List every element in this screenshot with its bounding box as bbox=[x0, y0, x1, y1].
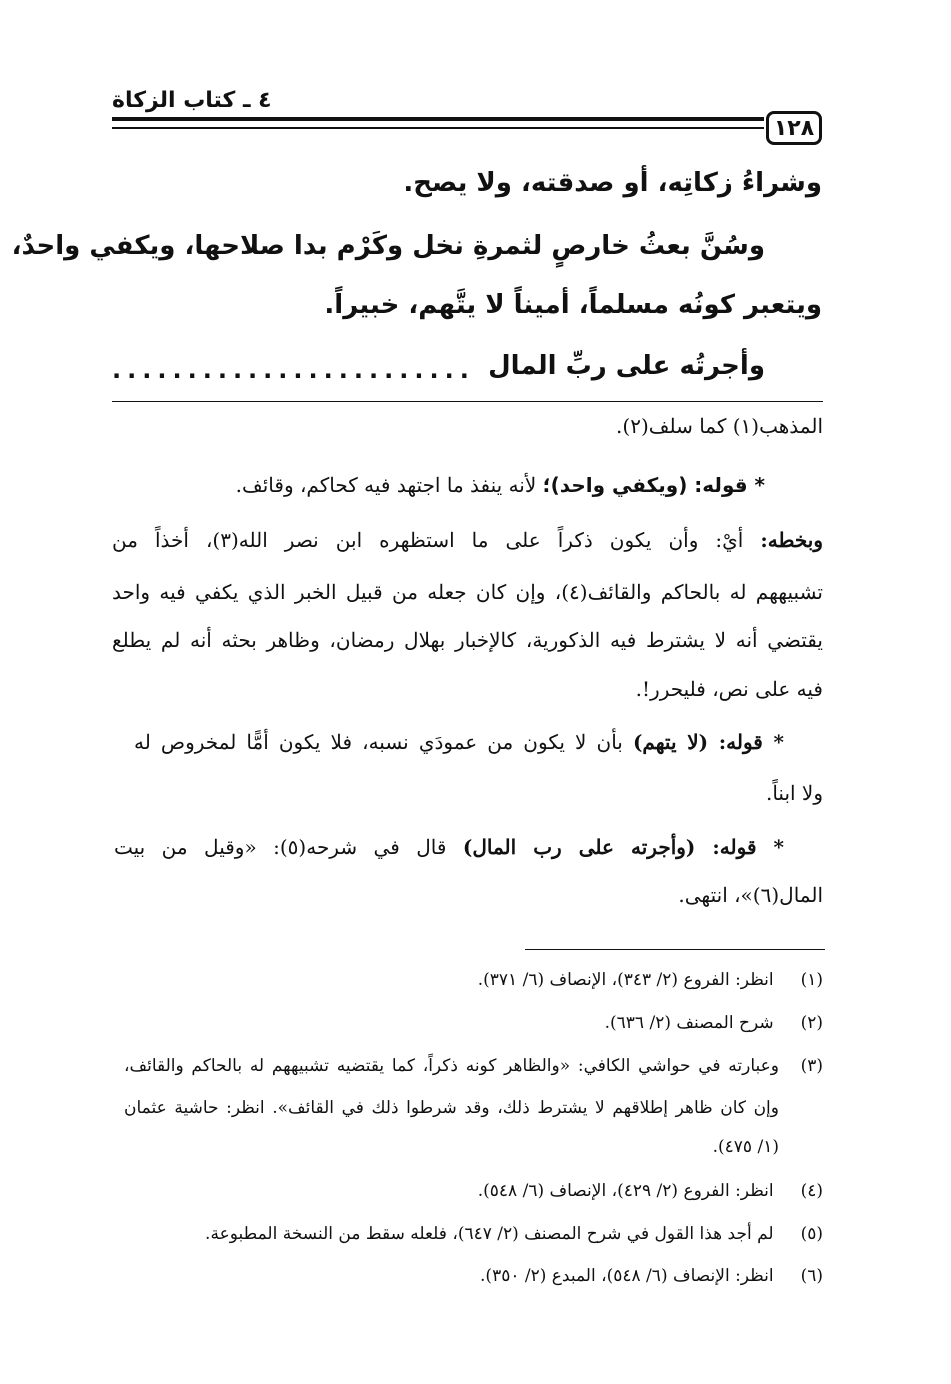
footnote-5 bbox=[205, 1224, 823, 1244]
footnote-3-line-1: وعبارته في حواشي الكافي: «والظاهر كونه ذكراً، كما يقتضيه تشبيههم له بالحاكم والقائف، bbox=[124, 1056, 779, 1076]
footnote-number: (١) bbox=[800, 970, 823, 990]
commentary-p3-label: وبخطه: bbox=[760, 528, 824, 552]
footnote-text: انظر: الفروع (٢/ ٣٤٣)، الإنصاف (٦/ ٣٧١). bbox=[477, 970, 774, 990]
commentary-p4-label: * قوله: (لا يتهم) bbox=[632, 730, 784, 754]
commentary-p4-text: بأن لا يكون من عمودَي نسبه، فلا يكون أمًّا لمخروص له bbox=[134, 730, 623, 754]
commentary-p3-line-4: فيه على نص، فليحرر!. bbox=[635, 677, 823, 701]
page-number: ١٢٨ bbox=[766, 111, 822, 145]
commentary-p2-label: * قوله: (ويكفي واحد)؛ bbox=[542, 473, 765, 497]
footnote-4 bbox=[478, 1181, 823, 1201]
footnote-number: (٢) bbox=[800, 1013, 823, 1033]
main-text-line-3: ويتعبر كونُه مسلماً، أميناً لا يتَّهم، خبيراً. bbox=[324, 290, 822, 320]
footnote-divider bbox=[525, 949, 825, 950]
footnote-text: انظر: الفروع (٢/ ٤٢٩)، الإنصاف (٦/ ٥٤٨). bbox=[477, 1181, 774, 1201]
footnote-3-number-wrap bbox=[779, 1056, 823, 1076]
dotted-leader: ........................ bbox=[112, 356, 475, 384]
header-rule-thick bbox=[112, 117, 764, 121]
section-divider bbox=[112, 401, 823, 402]
main-text-line-2: وسُنَّ بعثُ خارصٍ لثمرةِ نخل وكَرْم بدا صلاحها، ويكفي واحدٌ، bbox=[11, 231, 765, 261]
footnote-text: لم أجد هذا القول في شرح المصنف (٢/ ٦٤٧)، فلعله سقط من النسخة المطبوعة. bbox=[205, 1224, 774, 1244]
commentary-line-1: المذهب(١) كما سلف(٢). bbox=[616, 414, 823, 438]
commentary-p3-line-2: تشبيههم له بالحاكم والقائف(٤)، وإن كان جعله من قبيل الخبر الذي يكفي فيه واحد bbox=[112, 580, 824, 604]
footnote-6 bbox=[480, 1266, 823, 1286]
footnote-number: (٤) bbox=[800, 1181, 823, 1201]
commentary-p5-text: قال في شرحه(٥): «وقيل من بيت bbox=[114, 835, 447, 859]
footnote-1 bbox=[478, 970, 823, 990]
commentary-p2-text: لأنه ينفذ ما اجتهد فيه كحاكم، وقائف. bbox=[235, 473, 537, 497]
commentary-p4-line-1 bbox=[134, 730, 784, 754]
footnote-number: (٣) bbox=[800, 1056, 823, 1076]
commentary-p3-line-1 bbox=[112, 528, 823, 552]
running-header-title: ٤ ـ كتاب الزكاة bbox=[112, 88, 272, 113]
commentary-p5-line-2: المال(٦)»، انتهى. bbox=[678, 883, 823, 907]
footnote-3-line-3: (١/ ٤٧٥). bbox=[712, 1137, 779, 1157]
commentary-p3-line-3: يقتضي أنه لا يشترط فيه الذكورية، كالإخبار بهلال رمضان، وظاهر بحثه أنه لم يطلع bbox=[112, 628, 823, 652]
commentary-p5-line-1 bbox=[114, 835, 784, 859]
commentary-p4-line-2: ولا ابناً. bbox=[765, 781, 823, 805]
commentary-p5-label: * قوله: (وأجرته على رب المال) bbox=[462, 835, 785, 859]
footnote-3-line-2: وإن كان ظاهر إطلاقهم لا يشترط ذلك، وقد شرطوا ذلك في القائف». انظر: حاشية عثمان bbox=[124, 1098, 779, 1118]
header-rule-thin bbox=[112, 127, 764, 129]
commentary-p3-line-1-text: أيْ: وأن يكون ذكراً على ما استظهره ابن نصر الله(٣)، أخذاً من bbox=[112, 528, 744, 552]
main-text-line-4: وأجرتُه على ربِّ المال bbox=[488, 351, 765, 381]
main-text-line-1: وشراءُ زكاتِه، أو صدقته، ولا يصح. bbox=[403, 168, 822, 198]
footnote-number: (٦) bbox=[800, 1266, 823, 1286]
footnote-2 bbox=[605, 1013, 823, 1033]
footnote-text: شرح المصنف (٢/ ٦٣٦). bbox=[604, 1013, 774, 1033]
commentary-p2 bbox=[236, 473, 765, 497]
footnote-text: انظر: الإنصاف (٦/ ٥٤٨)، المبدع (٢/ ٣٥٠). bbox=[480, 1266, 774, 1286]
footnote-number: (٥) bbox=[800, 1224, 823, 1244]
